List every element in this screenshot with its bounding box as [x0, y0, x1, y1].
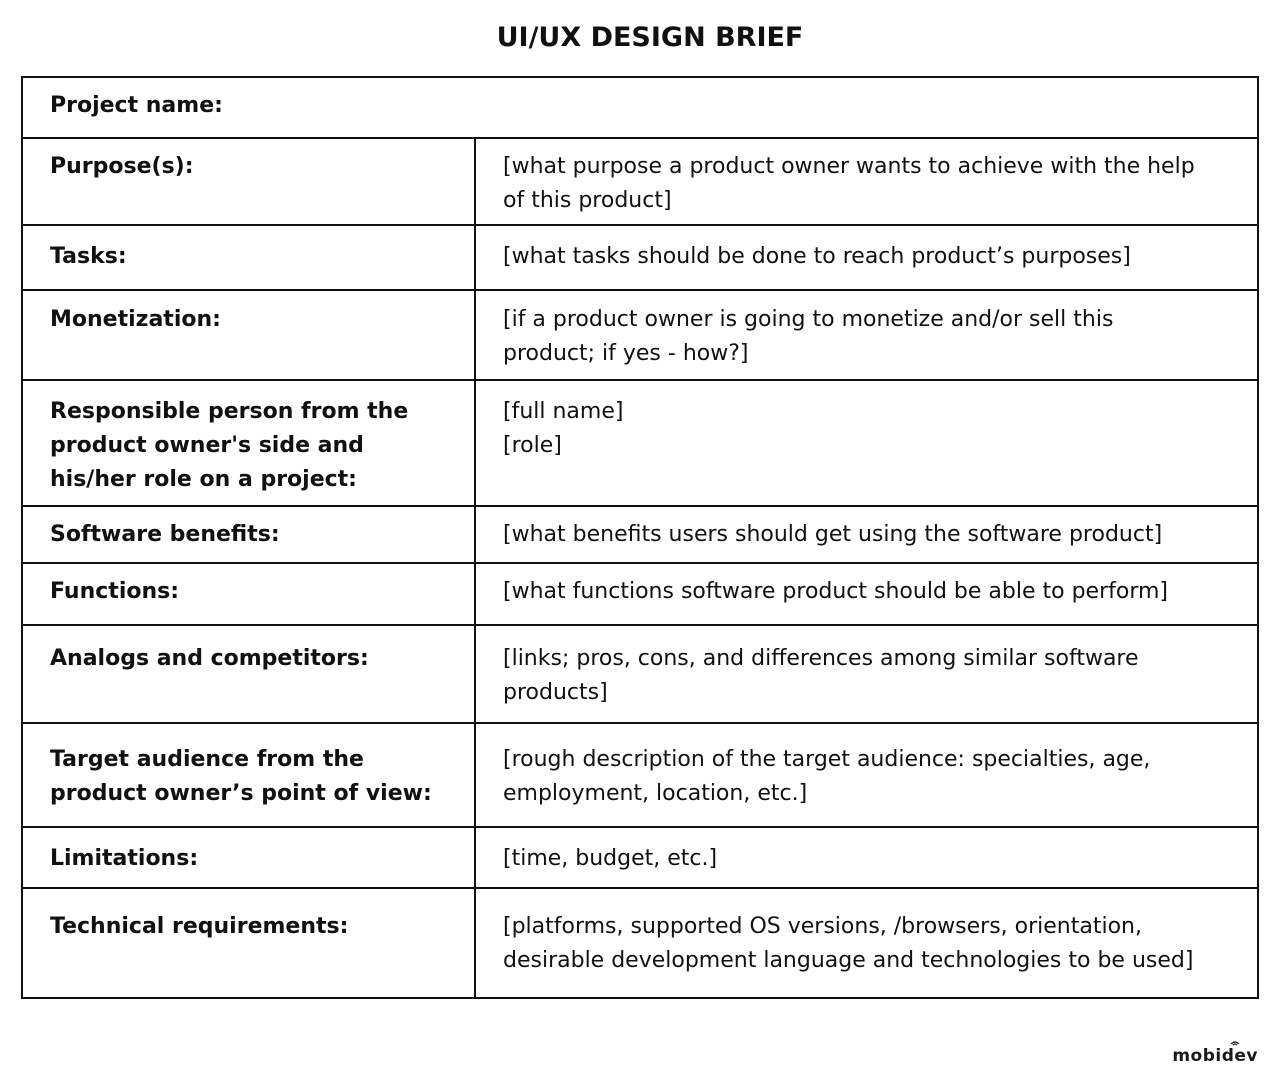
row-value: [if a product owner is going to monetize and/or sell this product; if yes - how?]	[475, 290, 1258, 380]
row-value: [platforms, supported OS versions, /browsers, orientation, desirable development language and technologies to be used]	[475, 888, 1258, 998]
row-value: [links; pros, cons, and differences among similar software products]	[475, 625, 1258, 723]
wifi-icon	[1230, 1039, 1240, 1046]
table-row-monetization	[22, 290, 1258, 380]
row-label: Analogs and competitors:	[22, 625, 475, 723]
table-row-limitations	[22, 827, 1258, 888]
row-value: [what benefits users should get using the software product]	[475, 506, 1258, 563]
row-value: [what purpose a product owner wants to achieve with the help of this product]	[475, 138, 1258, 225]
row-value: [time, budget, etc.]	[475, 827, 1258, 888]
table-row-technical-requirements	[22, 888, 1258, 998]
row-label: Target audience from the product owner’s point of view:	[22, 723, 475, 827]
row-label: Purpose(s):	[22, 138, 475, 225]
table-row-software-benefits	[22, 506, 1258, 563]
brief-table	[21, 76, 1259, 999]
row-label: Responsible person from the product owner's side and his/her role on a project:	[22, 380, 475, 506]
row-label: Software benefits:	[22, 506, 475, 563]
table-row-tasks	[22, 225, 1258, 290]
row-label: Functions:	[22, 563, 475, 625]
row-value: [what functions software product should be able to perform]	[475, 563, 1258, 625]
row-label: Technical requirements:	[22, 888, 475, 998]
row-label: Tasks:	[22, 225, 475, 290]
table-row-functions	[22, 563, 1258, 625]
table-row-analogs	[22, 625, 1258, 723]
row-value: [what tasks should be done to reach product’s purposes]	[475, 225, 1258, 290]
table-row-responsible-person	[22, 380, 1258, 506]
table-row-purpose	[22, 138, 1258, 225]
project-name-label: Project name:	[22, 77, 1258, 138]
row-value: [rough description of the target audience: specialties, age, employment, location, etc.]	[475, 723, 1258, 827]
table-row-target-audience	[22, 723, 1258, 827]
row-label: Limitations:	[22, 827, 475, 888]
page-title: UI/UX DESIGN BRIEF	[496, 22, 804, 53]
row-value: [full name] [role]	[475, 380, 1258, 506]
row-label: Monetization:	[22, 290, 475, 380]
mobidev-logo: mobidev	[1172, 1046, 1258, 1066]
table-row-project-name	[22, 77, 1258, 138]
